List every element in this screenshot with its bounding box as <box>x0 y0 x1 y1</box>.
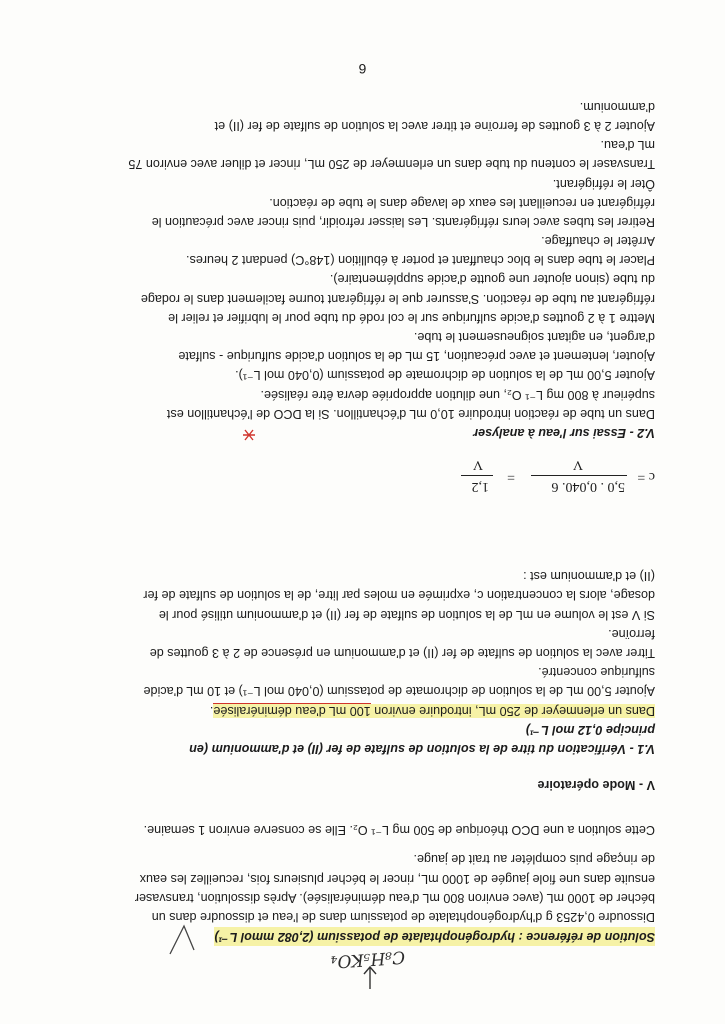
v1-line: Si V est le volume en mL de la solution de sulfate de fer (II) et d'ammonium utilisé pour le <box>158 607 655 622</box>
formula-numerator-1: 5,0 . 0,040. 6 <box>551 479 625 494</box>
v1-hl-mid: , introduire environ <box>370 703 479 718</box>
handwritten-formula-note <box>297 940 407 990</box>
concentration-formula <box>355 452 655 500</box>
v2-line: Ajouter, lentement et avec précaution, 15 mL de la solution d'acide sulfurique - sulfate <box>178 349 655 364</box>
v1-line: (II) et d'ammonium est : <box>523 569 655 584</box>
reference-title: Solution de référence : hydrogénophtalate de potassium (2,082 mmol L⁻¹) <box>214 927 655 946</box>
v2-line: réfrigérant en recueillant les eaux de lavage dans le tube de réaction. <box>269 195 655 210</box>
handwritten-check-icon <box>167 922 197 956</box>
reference-line: de rinçage puis compléter au trait de jauge. <box>413 852 655 867</box>
section-v-title: V - Mode opératoire <box>537 778 655 792</box>
v2-line: réfrigérant au tube de réaction. S'assurer que le réfrigérant tourne facilement dans le rodage <box>140 291 655 306</box>
v2-line: Mettre 1 à 2 gouttes d'acide sulfurique sur le col rodé du tube pour le lubrifier et relier le <box>168 310 655 325</box>
v2-line: d'ammonium. <box>579 99 655 114</box>
v1-section <box>65 566 655 758</box>
page-number: 6 <box>358 61 367 77</box>
v1-title-line2: principe 0,12 mol L⁻¹) <box>525 722 655 737</box>
v2-line: d'argent, en agitant soigneusement le tube. <box>413 330 655 345</box>
v1-hl-water: 100 mL d'eau déminéralisée <box>213 703 371 718</box>
v2-line: Ajouter 2 à 3 gouttes de ferroïne et titrer avec la solution de sulfate de fer (II) et <box>214 119 655 133</box>
v2-line: Ôter le réfrigérant. <box>552 176 655 191</box>
v2-line: mL d'eau. <box>600 138 655 153</box>
reference-line: bécher de 1000 mL (avec environ 800 mL d'eau déminéralisée). Après dissolution, transvaser <box>134 890 655 905</box>
v2-title: V.2 - Essai sur l'eau à analyser <box>473 426 655 440</box>
reference-line: Cette solution a une DCO théorique de 500 mg L⁻¹ O₂. Elle se conserve environ 1 semaine. <box>143 823 655 838</box>
v1-line: ferroïne. <box>608 626 655 641</box>
v2-line: Transvaser le contenu du tube dans un erlenmeyer de 250 mL, rincer et diluer avec environ 75 <box>128 157 655 172</box>
handwritten-formula: C₈H₅KO₄ <box>329 946 406 972</box>
v2-section <box>65 97 655 442</box>
v1-highlighted-line <box>65 700 655 719</box>
v1-line: Ajouter 5,00 mL de la solution de dichromate de potassium (0,040 mol L⁻¹) et 10 mL d'acide <box>143 684 655 699</box>
v2-line: Ajouter 5,00 mL de la solution de dichromate de potassium (0,040 mol L⁻¹). <box>235 368 655 383</box>
formula-denominator-2: V <box>472 457 483 472</box>
v1-hl-end: . <box>209 703 214 718</box>
v2-line: Dans un tube de réaction introduire 10,0 mL d'échantillon. Si la DCO de l'échantillon est <box>166 406 655 421</box>
formula-equals: = <box>507 469 515 484</box>
v1-line: dosage, alors la concentration c, exprimée en moles par litre, de la solution de sulfate de fer <box>143 588 655 603</box>
handwritten-star-icon <box>241 428 257 442</box>
v2-line: Retirer les tubes avec leurs réfrigérants. Les laisser refroidir, puis rincer avec précaution le <box>151 214 655 229</box>
v2-line: du tube (sinon ajouter une goutte d'acide supplémentaire). <box>329 272 655 287</box>
fraction-bar-2 <box>461 475 493 476</box>
reference-paragraph <box>65 820 655 926</box>
reference-line: ensuite dans une fiole jaugée de 1000 mL, rincer le bécher plusieurs fois, recueillez les eaux <box>139 871 655 886</box>
v1-line: sulfurique concentré. <box>538 665 655 680</box>
v1-title-line1: V.1 - Vérification du titre de la solution de sulfate de fer (II) et d'ammonium (en <box>189 742 655 756</box>
reference-line: Dissoudre 0,4253 g d'hydrogénophtalate de potassium dans de l'eau et dissoudre dans un <box>151 910 655 924</box>
fraction-bar-1 <box>531 475 627 476</box>
formula-lhs: c = <box>637 469 655 484</box>
formula-denominator-1: V <box>572 457 583 472</box>
v1-line: Titrer avec la solution de sulfate de fer (II) et d'ammonium en présence de 2 à 3 gouttes de <box>149 646 655 661</box>
v2-line: supérieur à 800 mg L⁻¹ O₂, une dilution appropriée devra être réalisée. <box>260 387 655 402</box>
v1-hl-erlenmeyer: Dans un erlenmeyer de 250 mL <box>478 703 655 718</box>
formula-numerator-2: 1,2 <box>471 479 489 494</box>
v2-line: Placer le tube dans le bloc chauffant et porter à ébullition (148°C) pendant 2 heures. <box>186 253 655 268</box>
v2-line: Arrêter le chauffage. <box>541 234 655 249</box>
